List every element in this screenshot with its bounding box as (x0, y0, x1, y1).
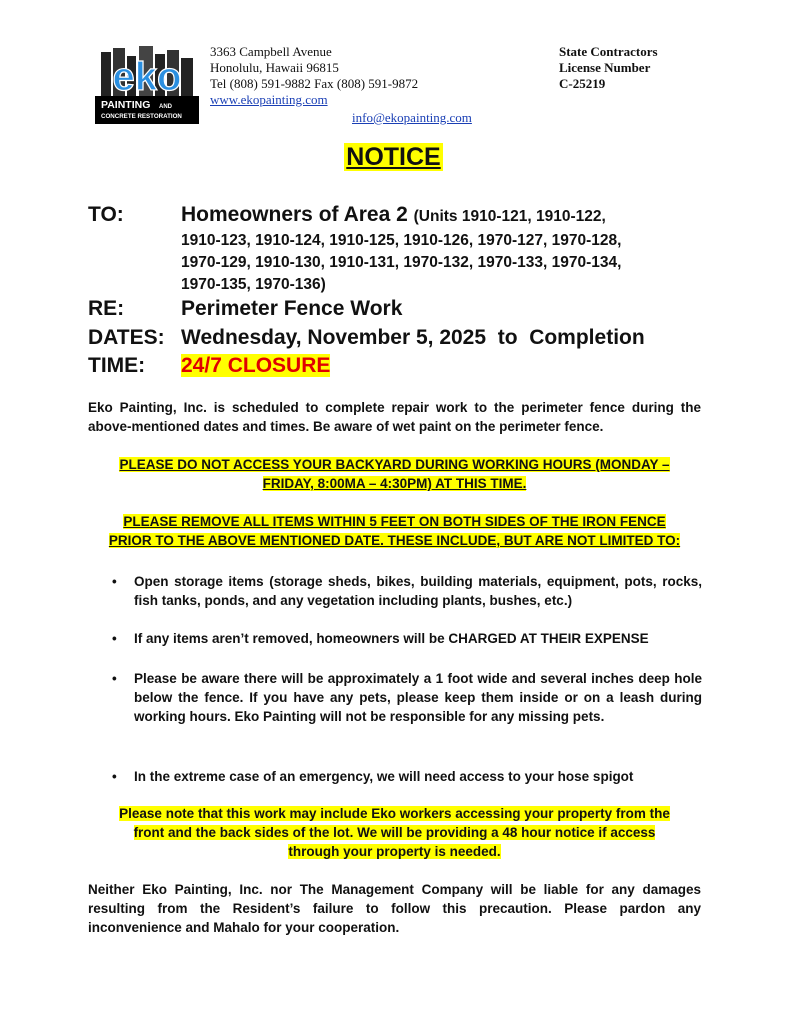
list-item (112, 767, 702, 786)
dates-label: DATES: (88, 326, 165, 349)
access-note-line1: Please note that this work may include Eko workers accessing your property from the (119, 806, 670, 821)
access-note (88, 804, 701, 861)
remove-items-line2: PRIOR TO THE ABOVE MENTIONED DATE. THESE INCLUDE, BUT ARE NOT LIMITED TO: (108, 533, 681, 548)
intro-paragraph: Eko Painting, Inc. is scheduled to complete repair work to the perimeter fence during the above-mentioned dates and times. Be aware of wet paint on the perimeter fence. (88, 400, 701, 434)
time-value: 24/7 CLOSURE (181, 354, 331, 377)
time-label: TIME: (88, 354, 146, 377)
list-item (112, 572, 702, 610)
email-link[interactable]: info@ekopainting.com (352, 110, 472, 125)
logo-wordmark: eko (112, 55, 182, 99)
dates-value: Wednesday, November 5, 2025 to Completion (181, 326, 645, 349)
license-number: C-25219 (559, 76, 606, 91)
logo-line2: CONCRETE RESTORATION (101, 113, 182, 120)
bullet-icon: • (112, 574, 117, 589)
bullet-icon: • (112, 769, 117, 784)
logo-and: AND (159, 104, 172, 110)
notice-title-wrap (0, 143, 787, 172)
to-units-2: 1910-123, 1910-124, 1910-125, 1910-126, 1970-127, 1970-128, (181, 232, 622, 249)
license-info (559, 44, 658, 92)
access-note-line2: front and the back sides of the lot. We will be providing a 48 hour notice if access (133, 825, 656, 840)
bullet-icon: • (112, 631, 117, 646)
logo-graphic (95, 44, 199, 124)
remove-items-line1: PLEASE REMOVE ALL ITEMS WITHIN 5 FEET ON BOTH SIDES OF THE IRON FENCE (123, 514, 666, 529)
bullet-icon: • (112, 671, 117, 686)
notice-title: NOTICE (346, 143, 441, 171)
remove-items-warning (88, 512, 701, 550)
license-line2: License Number (559, 60, 651, 75)
to-main: Homeowners of Area 2 (181, 203, 408, 226)
backyard-warning-line2: FRIDAY, 8:00MA – 4:30PM) AT THIS TIME. (262, 476, 527, 491)
to-label: TO: (88, 203, 124, 226)
to-value (181, 203, 701, 228)
to-units-4: 1970-135, 1970-136) (181, 276, 326, 293)
logo-line1: PAINTING (101, 99, 151, 111)
phone-fax: Tel (808) 591-9882 Fax (808) 591-9872 (210, 76, 419, 91)
website-link[interactable]: www.ekopainting.com (210, 92, 328, 107)
bullet-text: If any items aren’t removed, homeowners will be CHARGED AT THEIR EXPENSE (134, 631, 649, 646)
address-street: 3363 Campbell Avenue (210, 44, 332, 59)
company-address (210, 44, 418, 108)
company-logo (95, 44, 199, 124)
bullet-text: Open storage items (storage sheds, bikes, building materials, equipment, pots, rocks, fish tanks, ponds, and any vegetation including plants, bushes, etc.) (134, 574, 702, 608)
email-block (352, 110, 472, 126)
list-item (112, 669, 702, 726)
bullet-text: In the extreme case of an emergency, we will need access to your hose spigot (134, 769, 634, 784)
to-units-1: (Units 1910-121, 1910-122, (413, 208, 606, 225)
bullet-text: Please be aware there will be approximately a 1 foot wide and several inches deep hole below the fence. If you have any pets, please keep them inside or on a leash during working hours. Eko Painting will not be responsible for any missing pets. (134, 671, 702, 724)
re-value: Perimeter Fence Work (181, 297, 403, 320)
to-units-3: 1970-129, 1910-130, 1910-131, 1970-132, 1970-133, 1970-134, (181, 254, 622, 271)
list-item (112, 629, 702, 648)
backyard-warning (88, 455, 701, 493)
closing-paragraph: Neither Eko Painting, Inc. nor The Management Company will be liable for any damages resulting from the Resident’s failure to follow this precaution. Please pardon any inconvenience and Mahalo for your cooperation. (88, 882, 701, 935)
re-label: RE: (88, 297, 125, 320)
license-line1: State Contractors (559, 44, 658, 59)
access-note-line3: through your property is needed. (288, 844, 501, 859)
backyard-warning-line1: PLEASE DO NOT ACCESS YOUR BACKYARD DURING WORKING HOURS (MONDAY – (119, 457, 670, 472)
address-city: Honolulu, Hawaii 96815 (210, 60, 339, 75)
